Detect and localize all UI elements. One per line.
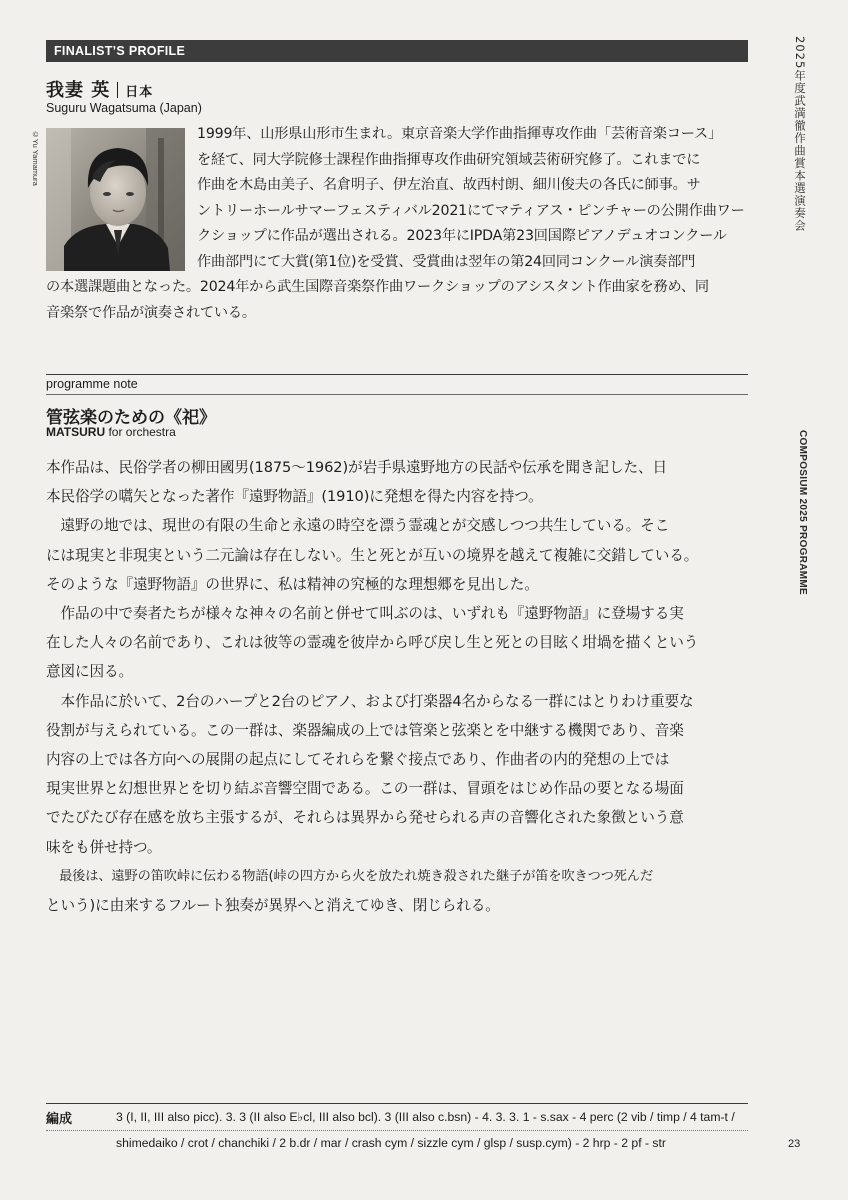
note-line: 遠野の地では、現世の有限の生命と永遠の時空を漂う霊魂とが交感しつつ共生している。そこ — [46, 517, 670, 535]
composer-name-jp: 我妻 英 — [46, 80, 111, 101]
sidebar-programme-title: COMPOSIUM 2025 PROGRAMME — [797, 430, 808, 596]
note-line: 現実世界と幻想世界とを切り結ぶ音響空間である。この一群は、冒頭をはじめ作品の要となる場面 — [46, 780, 684, 798]
name-separator — [117, 82, 118, 98]
sidebar-year-title: 2025年度武満徹作曲賞本選演奏会 — [793, 36, 807, 232]
bio-line: 1999年、山形県山形市生まれ。東京音楽大学作曲指揮専攻作曲「芸術音楽コース」 — [197, 126, 723, 142]
bio-line: 作曲を木島由美子、名倉明子、伊左治直、故西村朗、細川俊夫の各氏に師事。サ — [197, 177, 701, 193]
composer-name-en: Suguru Wagatsuma (Japan) — [46, 101, 202, 115]
bio-line: ントリーホールサマーフェスティバル2021にてマティアス・ピンチャーの公開作曲ワー — [197, 202, 745, 219]
note-line: 本作品に於いて、2台のハープと2台のピアノ、および打楽器4名からなる一群にはとりわけ重要な — [46, 692, 694, 710]
note-line: でたびたび存在感を放ち主張するが、それらは異界から発せられる声の音響化された象徴という意 — [46, 809, 684, 827]
section-header-bar: FINALIST’S PROFILE — [46, 40, 748, 62]
note-line: 作品の中で奏者たちが様々な神々の名前と併せて叫ぶのは、いずれも『遠野物語』に登場する実 — [46, 605, 684, 623]
work-title-en — [46, 425, 176, 439]
note-line: という)に由来するフルート独奏が異界へと消えてゆき、閉じられる。 — [46, 897, 500, 915]
composer-name — [46, 76, 153, 102]
programme-note-body — [46, 453, 758, 920]
instrumentation-line: 3 (I, II, III also picc). 3. 3 (II also E♭cl, III also bcl). 3 (III also c.bsn) - 4. 3. 3. 1 - s.sax - 4 perc (2 vib / timp / 4 tam-t / — [116, 1110, 735, 1124]
note-line: そのような『遠野物語』の世界に、私は精神の究極的な理想郷を見出した。 — [46, 575, 539, 593]
section-rule — [46, 374, 748, 375]
work-title-en-rest: for orchestra — [105, 425, 176, 439]
work-title-jp: 管弦楽のための《祀》 — [46, 408, 216, 428]
instrumentation-label: 編成 — [46, 1112, 73, 1127]
page-number: 23 — [788, 1138, 801, 1150]
note-line: 本民俗学の嚆矢となった著作『遠野物語』(1910)に発想を得た内容を持つ。 — [46, 488, 543, 506]
programme-note-label: programme note — [46, 377, 138, 391]
note-line: 味をも併せ持つ。 — [46, 838, 162, 856]
instrumentation-line: shimedaiko / crot / chanchiki / 2 b.dr / mar / crash cym / sizzle cym / glsp / susp.cym) - 2 hrp - 2 pf - str — [116, 1136, 666, 1150]
composer-bio — [46, 122, 758, 326]
note-line: 在した人々の名前であり、これは彼等の霊魂を彼岸から呼び戻し生と死との目眩く坩堝を描くという — [46, 634, 699, 652]
bio-line: を経て、同大学院修士課程作曲指揮専攻作曲研究領域芸術研究修了。これまでに — [197, 151, 701, 168]
bio-line: 作曲部門にて大賞(第1位)を受賞、受賞曲は翌年の第24回同コンクール演奏部門 — [197, 253, 696, 270]
section-subrule — [46, 394, 748, 395]
bio-line: 音楽祭で作品が演奏されている。 — [46, 304, 256, 321]
work-title-en-main: MATSURU — [46, 425, 106, 439]
instrumentation-text — [116, 1104, 756, 1156]
note-line: には現実と非現実という二元論は存在しない。生と死とが互いの境界を越えて複雑に交錯している。 — [46, 546, 699, 564]
composer-country: 日本 — [125, 85, 154, 100]
bio-line: クショップに作品が選出される。2023年にIPDA第23回国際ピアノデュオコンクール — [197, 228, 727, 244]
note-line: 最後は、遠野の笛吹峠に伝わる物語(峠の四方から火を放たれ焼き殺された継子が笛を吹きつつ死んだ — [46, 868, 654, 884]
bio-line: の本選課題曲となった。2024年から武生国際音楽祭作曲ワークショップのアシスタント作曲家を務め、同 — [46, 279, 709, 295]
note-line: 内容の上では各方向への展開の起点にしてそれらを繋ぐ接点であり、作曲者の内的発想の上では — [46, 751, 670, 769]
note-line: 役割が与えられている。この一群は、楽器編成の上では管楽と弦楽とを中継する機関であり、音楽 — [46, 721, 684, 739]
note-line: 意図に因る。 — [46, 663, 133, 681]
photo-credit: ©Yu Yamamura — [31, 130, 40, 186]
note-line: 本作品は、民俗学者の柳田國男(1875～1962)が岩手県遠野地方の民話や伝承を聞き記した、日 — [46, 459, 667, 476]
